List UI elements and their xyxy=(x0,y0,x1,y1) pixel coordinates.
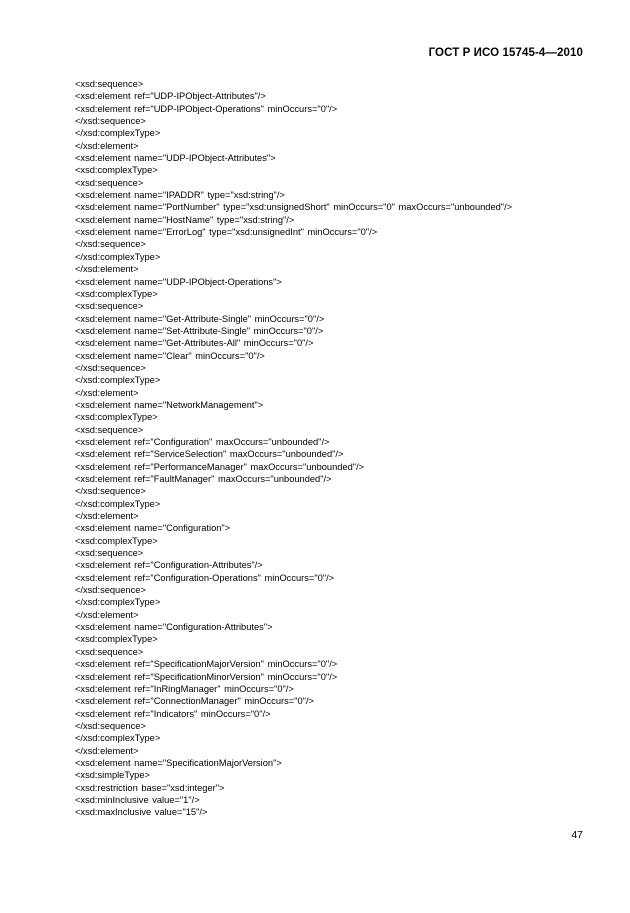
code-line: </xsd:sequence> xyxy=(75,239,146,250)
code-line: </xsd:sequence> xyxy=(75,720,146,731)
document-header: ГОСТ Р ИСО 15745-4—2010 xyxy=(428,47,583,59)
code-line: <xsd:element name="Set-Attribute-Single" minOccurs="0"/> xyxy=(75,325,324,336)
code-line: <xsd:element name="Get-Attributes-All" minOccurs="0"/> xyxy=(75,338,314,349)
code-line: <xsd:sequence> xyxy=(75,177,144,188)
code-line: <xsd:sequence> xyxy=(75,424,144,435)
code-line: <xsd:element name="ErrorLog" type="xsd:unsignedInt" minOccurs="0"/> xyxy=(75,227,378,238)
code-line: <xsd:element ref="Configuration-Attributes"/> xyxy=(75,560,263,571)
code-line: <xsd:element name="Configuration-Attributes"> xyxy=(75,622,273,633)
code-line: <xsd:complexType> xyxy=(75,288,158,299)
code-line: </xsd:element> xyxy=(75,745,139,756)
code-line: <xsd:element name="Configuration"> xyxy=(75,523,231,534)
code-line: <xsd:element ref="InRingManager" minOccurs="0"/> xyxy=(75,683,294,694)
code-line: <xsd:simpleType> xyxy=(75,770,150,781)
code-line: <xsd:sequence> xyxy=(75,548,144,559)
code-line: </xsd:element> xyxy=(75,511,139,522)
code-line: </xsd:element> xyxy=(75,140,139,151)
code-line: </xsd:complexType> xyxy=(75,375,161,386)
code-line: <xsd:element ref="ConnectionManager" minOccurs="0"/> xyxy=(75,696,314,707)
code-line: <xsd:sequence> xyxy=(75,646,144,657)
code-line: <xsd:element ref="Configuration" maxOccurs="unbounded"/> xyxy=(75,436,330,447)
code-line: <xsd:element name="UDP-IPObject-Attributes"> xyxy=(75,153,276,164)
code-line: <xsd:complexType> xyxy=(75,412,158,423)
code-line: <xsd:complexType> xyxy=(75,634,158,645)
code-line: <xsd:element name="Clear" minOccurs="0"/> xyxy=(75,350,265,361)
code-line: <xsd:minInclusive value="1"/> xyxy=(75,794,200,805)
code-line: <xsd:element name="UDP-IPObject-Operations"> xyxy=(75,276,282,287)
code-line: </xsd:element> xyxy=(75,609,139,620)
code-line: <xsd:element ref="FaultManager" maxOccurs="unbounded"/> xyxy=(75,474,332,484)
page-number: 47 xyxy=(571,829,583,841)
code-line: <xsd:element name="IPADDR" type="xsd:string"/> xyxy=(75,190,285,201)
code-line: <xsd:sequence> xyxy=(75,301,144,312)
code-line: </xsd:complexType> xyxy=(75,733,161,744)
code-line: <xsd:element name="SpecificationMajorVersion"> xyxy=(75,757,282,768)
code-line: <xsd:element ref="ServiceSelection" maxOccurs="unbounded"/> xyxy=(75,449,344,460)
code-line: <xsd:element ref="UDP-IPObject-Operations" minOccurs="0"/> xyxy=(75,103,338,114)
code-line: </xsd:complexType> xyxy=(75,251,161,262)
code-line: </xsd:complexType> xyxy=(75,128,161,139)
xsd-code-block xyxy=(75,78,575,819)
code-line: <xsd:element ref="UDP-IPObject-Attributes"/> xyxy=(75,91,266,102)
code-line: </xsd:sequence> xyxy=(75,116,146,127)
code-line: <xsd:element ref="SpecificationMinorVersion" minOccurs="0"/> xyxy=(75,671,338,682)
code-line: </xsd:sequence> xyxy=(75,362,146,373)
code-line: <xsd:complexType> xyxy=(75,535,158,546)
code-line: <xsd:element name="PortNumber" type="xsd:unsignedShort" minOccurs="0" maxOccurs="unbounded"/> xyxy=(75,202,513,213)
code-line: </xsd:element> xyxy=(75,264,139,275)
code-line: <xsd:element name="NetworkManagement"> xyxy=(75,399,264,410)
code-line: <xsd:maxInclusive value="15"/> xyxy=(75,807,208,818)
code-line: <xsd:element ref="Configuration-Operations" minOccurs="0"/> xyxy=(75,572,335,583)
code-line: <xsd:element ref="Indicators" minOccurs="0"/> xyxy=(75,708,271,719)
code-line: <xsd:element name="Get-Attribute-Single" minOccurs="0"/> xyxy=(75,313,325,324)
code-line: <xsd:element ref="PerformanceManager" maxOccurs="unbounded"/> xyxy=(75,461,365,472)
code-line: <xsd:sequence> xyxy=(75,79,144,89)
code-line: </xsd:element> xyxy=(75,387,139,398)
code-line: <xsd:element name="HostName" type="xsd:string"/> xyxy=(75,214,295,225)
code-line: </xsd:sequence> xyxy=(75,486,146,497)
code-line: <xsd:element ref="SpecificationMajorVersion" minOccurs="0"/> xyxy=(75,659,338,670)
code-line: <xsd:restriction base="xsd:integer"> xyxy=(75,782,225,793)
code-line: </xsd:complexType> xyxy=(75,597,161,608)
code-line: </xsd:sequence> xyxy=(75,585,146,596)
code-line: </xsd:complexType> xyxy=(75,498,161,509)
code-line: <xsd:complexType> xyxy=(75,165,158,176)
